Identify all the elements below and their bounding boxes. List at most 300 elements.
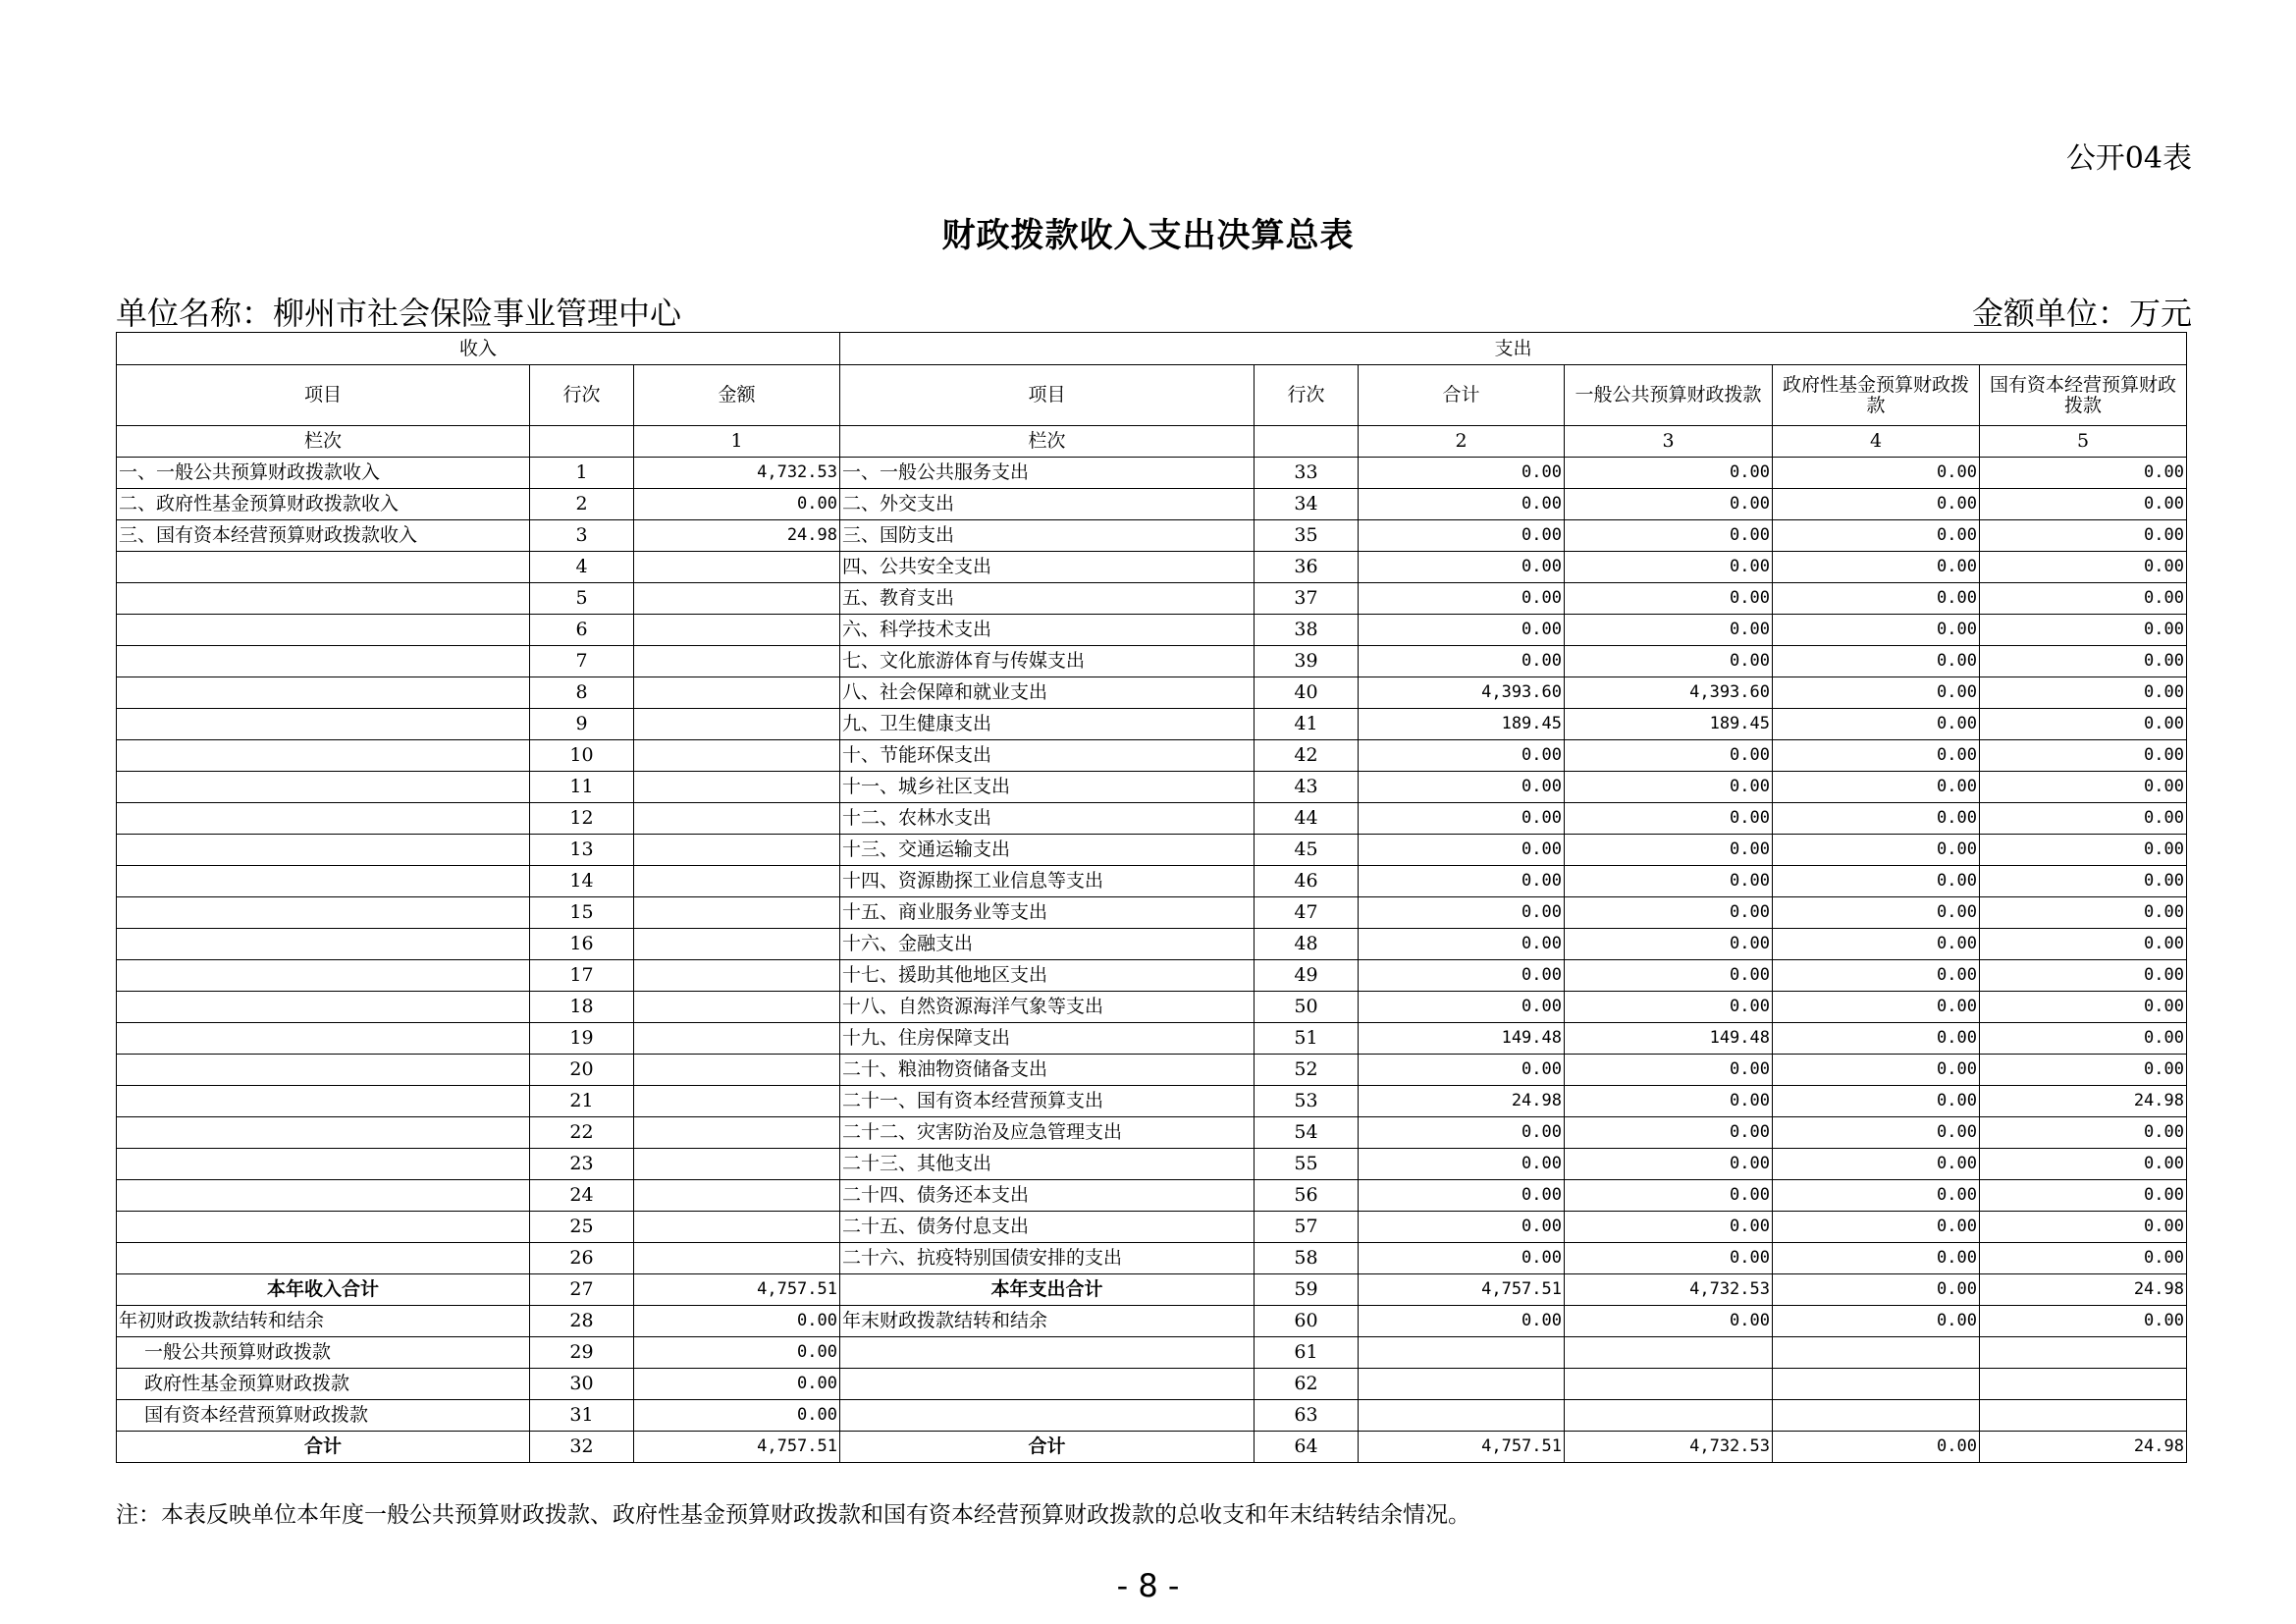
general-budget-amount: 0.00 <box>1565 1243 1773 1274</box>
gov-fund-header: 政府性基金预算财政拨款 <box>1773 365 1980 426</box>
gov-fund-amount: 0.00 <box>1773 835 1980 866</box>
income-row-no: 15 <box>530 897 634 929</box>
state-capital-amount: 24.98 <box>1980 1432 2187 1463</box>
expense-total: 0.00 <box>1359 1306 1565 1337</box>
expense-total <box>1359 1337 1565 1369</box>
table-row <box>117 489 2187 520</box>
general-budget-amount <box>1565 1369 1773 1400</box>
income-item: 一、一般公共预算财政拨款收入 <box>117 458 530 489</box>
expense-row-no: 60 <box>1255 1306 1359 1337</box>
expense-total: 24.98 <box>1359 1086 1565 1117</box>
expense-total: 149.48 <box>1359 1023 1565 1055</box>
income-amount: 0.00 <box>634 489 840 520</box>
expense-total <box>1359 1369 1565 1400</box>
gov-fund-amount: 0.00 <box>1773 1180 1980 1212</box>
expense-total: 4,757.51 <box>1359 1432 1565 1463</box>
column-number-4: 4 <box>1773 426 1980 458</box>
income-row-no: 3 <box>530 520 634 552</box>
gov-fund-amount: 0.00 <box>1773 583 1980 615</box>
gov-fund-amount: 0.00 <box>1773 1023 1980 1055</box>
state-capital-amount <box>1980 1400 2187 1432</box>
gov-fund-amount: 0.00 <box>1773 960 1980 992</box>
expense-total: 0.00 <box>1359 520 1565 552</box>
table-row <box>117 772 2187 803</box>
column-label-income: 栏次 <box>117 426 530 458</box>
table-row <box>117 583 2187 615</box>
income-header: 收入 <box>117 333 840 365</box>
income-row-no: 14 <box>530 866 634 897</box>
gov-fund-amount: 0.00 <box>1773 520 1980 552</box>
expense-total: 189.45 <box>1359 709 1565 740</box>
gov-fund-amount: 0.00 <box>1773 489 1980 520</box>
expense-row-no: 35 <box>1255 520 1359 552</box>
column-label-empty <box>1255 426 1359 458</box>
income-item <box>117 1086 530 1117</box>
expense-item: 十四、资源勘探工业信息等支出 <box>840 866 1255 897</box>
column-number-1: 1 <box>634 426 840 458</box>
expense-item: 年末财政拨款结转和结余 <box>840 1306 1255 1337</box>
state-capital-amount: 0.00 <box>1980 552 2187 583</box>
expense-item: 二十四、债务还本支出 <box>840 1180 1255 1212</box>
expense-row-no: 62 <box>1255 1369 1359 1400</box>
income-item: 年初财政拨款结转和结余 <box>117 1306 530 1337</box>
table-row <box>117 1055 2187 1086</box>
general-budget-amount: 0.00 <box>1565 1086 1773 1117</box>
general-budget-amount: 0.00 <box>1565 803 1773 835</box>
column-label-expense: 栏次 <box>840 426 1255 458</box>
income-item <box>117 709 530 740</box>
expense-total: 0.00 <box>1359 866 1565 897</box>
general-budget-amount: 0.00 <box>1565 866 1773 897</box>
income-row-no: 29 <box>530 1337 634 1369</box>
state-capital-header: 国有资本经营预算财政拨款 <box>1980 365 2187 426</box>
income-amount <box>634 1117 840 1149</box>
table-row <box>117 929 2187 960</box>
gov-fund-amount: 0.00 <box>1773 709 1980 740</box>
general-budget-amount: 0.00 <box>1565 489 1773 520</box>
income-amount: 4,757.51 <box>634 1274 840 1306</box>
gov-fund-amount <box>1773 1369 1980 1400</box>
income-row-no: 12 <box>530 803 634 835</box>
gov-fund-amount: 0.00 <box>1773 1306 1980 1337</box>
income-item-header: 项目 <box>117 365 530 426</box>
general-budget-amount: 189.45 <box>1565 709 1773 740</box>
income-item <box>117 929 530 960</box>
footnote: 注：本表反映单位本年度一般公共预算财政拨款、政府性基金预算财政拨款和国有资本经营预算财政拨款的总收支和年末结转结余情况。 <box>116 1502 1470 1528</box>
expense-total: 0.00 <box>1359 960 1565 992</box>
income-row-no: 17 <box>530 960 634 992</box>
general-budget-amount: 4,732.53 <box>1565 1274 1773 1306</box>
expense-row-no: 36 <box>1255 552 1359 583</box>
expense-item <box>840 1369 1255 1400</box>
expense-item: 十七、援助其他地区支出 <box>840 960 1255 992</box>
expense-total: 0.00 <box>1359 1117 1565 1149</box>
income-amount <box>634 772 840 803</box>
expense-item: 合计 <box>840 1432 1255 1463</box>
income-item: 国有资本经营预算财政拨款 <box>117 1400 530 1432</box>
general-budget-amount: 0.00 <box>1565 929 1773 960</box>
balance-row <box>117 1400 2187 1432</box>
state-capital-amount: 0.00 <box>1980 1023 2187 1055</box>
expense-total: 0.00 <box>1359 897 1565 929</box>
budget-table <box>116 332 2187 1463</box>
income-amount-header: 金额 <box>634 365 840 426</box>
income-amount <box>634 583 840 615</box>
state-capital-amount: 0.00 <box>1980 740 2187 772</box>
income-item <box>117 1149 530 1180</box>
table-row <box>117 866 2187 897</box>
expense-row-no: 54 <box>1255 1117 1359 1149</box>
general-budget-amount: 0.00 <box>1565 897 1773 929</box>
gov-fund-amount: 0.00 <box>1773 615 1980 646</box>
gov-fund-amount: 0.00 <box>1773 803 1980 835</box>
income-amount <box>634 960 840 992</box>
gov-fund-amount: 0.00 <box>1773 1086 1980 1117</box>
income-amount <box>634 1149 840 1180</box>
general-budget-amount: 0.00 <box>1565 1117 1773 1149</box>
state-capital-amount: 0.00 <box>1980 1243 2187 1274</box>
table-row <box>117 520 2187 552</box>
income-item: 本年收入合计 <box>117 1274 530 1306</box>
income-item: 一般公共预算财政拨款 <box>117 1337 530 1369</box>
expense-item: 二十三、其他支出 <box>840 1149 1255 1180</box>
income-amount: 4,757.51 <box>634 1432 840 1463</box>
income-row-no: 20 <box>530 1055 634 1086</box>
expense-item-header: 项目 <box>840 365 1255 426</box>
table-row <box>117 1149 2187 1180</box>
income-row-no: 21 <box>530 1086 634 1117</box>
income-item: 政府性基金预算财政拨款 <box>117 1369 530 1400</box>
expense-item <box>840 1400 1255 1432</box>
general-budget-amount: 4,732.53 <box>1565 1432 1773 1463</box>
expense-total: 0.00 <box>1359 992 1565 1023</box>
expense-row-no: 55 <box>1255 1149 1359 1180</box>
expense-row-no: 50 <box>1255 992 1359 1023</box>
expense-total: 0.00 <box>1359 615 1565 646</box>
expense-item: 三、国防支出 <box>840 520 1255 552</box>
state-capital-amount: 0.00 <box>1980 1117 2187 1149</box>
general-budget-amount: 0.00 <box>1565 960 1773 992</box>
expense-total: 0.00 <box>1359 646 1565 677</box>
expense-total: 0.00 <box>1359 583 1565 615</box>
income-item <box>117 803 530 835</box>
expense-total: 0.00 <box>1359 1055 1565 1086</box>
table-row <box>117 1180 2187 1212</box>
state-capital-amount: 0.00 <box>1980 835 2187 866</box>
table-row <box>117 458 2187 489</box>
state-capital-amount: 0.00 <box>1980 583 2187 615</box>
general-budget-amount: 0.00 <box>1565 1306 1773 1337</box>
expense-item: 二十五、债务付息支出 <box>840 1212 1255 1243</box>
expense-row-no: 38 <box>1255 615 1359 646</box>
gov-fund-amount: 0.00 <box>1773 677 1980 709</box>
income-amount: 24.98 <box>634 520 840 552</box>
gov-fund-amount: 0.00 <box>1773 458 1980 489</box>
income-item <box>117 960 530 992</box>
general-budget-amount: 0.00 <box>1565 992 1773 1023</box>
income-amount <box>634 992 840 1023</box>
income-item <box>117 677 530 709</box>
expense-row-no: 56 <box>1255 1180 1359 1212</box>
table-row <box>117 1086 2187 1117</box>
expense-row-no: 46 <box>1255 866 1359 897</box>
state-capital-amount: 0.00 <box>1980 992 2187 1023</box>
amount-unit: 金额单位：万元 <box>1971 295 2192 332</box>
income-item <box>117 835 530 866</box>
income-item: 合计 <box>117 1432 530 1463</box>
general-budget-amount: 0.00 <box>1565 1180 1773 1212</box>
income-row-no: 32 <box>530 1432 634 1463</box>
expense-total: 0.00 <box>1359 803 1565 835</box>
table-row <box>117 1212 2187 1243</box>
expense-row-no: 41 <box>1255 709 1359 740</box>
general-budget-amount: 0.00 <box>1565 583 1773 615</box>
table-row <box>117 709 2187 740</box>
table-row <box>117 1243 2187 1274</box>
table-row <box>117 1023 2187 1055</box>
expense-item <box>840 1337 1255 1369</box>
balance-row <box>117 1306 2187 1337</box>
income-row-no: 5 <box>530 583 634 615</box>
general-budget-amount: 0.00 <box>1565 520 1773 552</box>
gov-fund-amount: 0.00 <box>1773 897 1980 929</box>
income-row-no: 8 <box>530 677 634 709</box>
page-title: 财政拨款收入支出决算总表 <box>941 216 1355 255</box>
expense-total: 4,393.60 <box>1359 677 1565 709</box>
expense-row-no: 57 <box>1255 1212 1359 1243</box>
table-row <box>117 1117 2187 1149</box>
income-amount <box>634 835 840 866</box>
expense-row-no: 48 <box>1255 929 1359 960</box>
state-capital-amount: 0.00 <box>1980 520 2187 552</box>
expense-item: 十九、住房保障支出 <box>840 1023 1255 1055</box>
general-budget-amount: 0.00 <box>1565 1055 1773 1086</box>
table-row <box>117 992 2187 1023</box>
expense-item: 一、一般公共服务支出 <box>840 458 1255 489</box>
gov-fund-amount: 0.00 <box>1773 1055 1980 1086</box>
expense-item: 八、社会保障和就业支出 <box>840 677 1255 709</box>
general-budget-amount: 0.00 <box>1565 835 1773 866</box>
column-number-5: 5 <box>1980 426 2187 458</box>
expense-item: 六、科学技术支出 <box>840 615 1255 646</box>
expense-row-no: 34 <box>1255 489 1359 520</box>
income-row-no: 13 <box>530 835 634 866</box>
expense-item: 二、外交支出 <box>840 489 1255 520</box>
income-amount: 0.00 <box>634 1306 840 1337</box>
income-row-no: 24 <box>530 1180 634 1212</box>
state-capital-amount: 0.00 <box>1980 866 2187 897</box>
income-amount <box>634 677 840 709</box>
expense-row-no: 43 <box>1255 772 1359 803</box>
expense-item: 七、文化旅游体育与传媒支出 <box>840 646 1255 677</box>
state-capital-amount: 0.00 <box>1980 1180 2187 1212</box>
table-row <box>117 897 2187 929</box>
expense-item: 十六、金融支出 <box>840 929 1255 960</box>
expense-total <box>1359 1400 1565 1432</box>
year-total-row <box>117 1274 2187 1306</box>
expense-item: 五、教育支出 <box>840 583 1255 615</box>
expense-row-no: 64 <box>1255 1432 1359 1463</box>
income-amount <box>634 866 840 897</box>
state-capital-amount: 0.00 <box>1980 489 2187 520</box>
expense-total: 0.00 <box>1359 1212 1565 1243</box>
income-amount <box>634 552 840 583</box>
income-item <box>117 866 530 897</box>
grand-total-row <box>117 1432 2187 1463</box>
income-row-no: 10 <box>530 740 634 772</box>
balance-row <box>117 1369 2187 1400</box>
expense-row-no: 44 <box>1255 803 1359 835</box>
general-budget-amount: 0.00 <box>1565 552 1773 583</box>
general-budget-amount: 0.00 <box>1565 615 1773 646</box>
gov-fund-amount: 0.00 <box>1773 1432 1980 1463</box>
income-amount <box>634 646 840 677</box>
table-row <box>117 646 2187 677</box>
income-row-no: 1 <box>530 458 634 489</box>
general-budget-amount: 149.48 <box>1565 1023 1773 1055</box>
expense-item: 十三、交通运输支出 <box>840 835 1255 866</box>
expense-total-header: 合计 <box>1359 365 1565 426</box>
general-budget-amount: 0.00 <box>1565 740 1773 772</box>
income-item <box>117 1055 530 1086</box>
expense-total: 0.00 <box>1359 740 1565 772</box>
expense-item: 十五、商业服务业等支出 <box>840 897 1255 929</box>
state-capital-amount: 0.00 <box>1980 803 2187 835</box>
state-capital-amount: 24.98 <box>1980 1086 2187 1117</box>
table-row <box>117 677 2187 709</box>
income-row-no: 18 <box>530 992 634 1023</box>
income-amount: 0.00 <box>634 1337 840 1369</box>
expense-row-no: 40 <box>1255 677 1359 709</box>
state-capital-amount: 24.98 <box>1980 1274 2187 1306</box>
gov-fund-amount: 0.00 <box>1773 1274 1980 1306</box>
income-amount <box>634 615 840 646</box>
gov-fund-amount <box>1773 1337 1980 1369</box>
balance-row <box>117 1337 2187 1369</box>
income-amount <box>634 897 840 929</box>
expense-total: 0.00 <box>1359 835 1565 866</box>
table-row <box>117 740 2187 772</box>
income-amount <box>634 929 840 960</box>
income-amount <box>634 709 840 740</box>
gov-fund-amount: 0.00 <box>1773 552 1980 583</box>
expense-item: 十二、农林水支出 <box>840 803 1255 835</box>
table-row <box>117 552 2187 583</box>
income-item <box>117 615 530 646</box>
state-capital-amount: 0.00 <box>1980 1306 2187 1337</box>
expense-total: 0.00 <box>1359 489 1565 520</box>
expense-row-no: 63 <box>1255 1400 1359 1432</box>
income-amount <box>634 1055 840 1086</box>
income-row-no-header: 行次 <box>530 365 634 426</box>
state-capital-amount <box>1980 1337 2187 1369</box>
expense-total: 4,757.51 <box>1359 1274 1565 1306</box>
state-capital-amount: 0.00 <box>1980 772 2187 803</box>
income-item <box>117 772 530 803</box>
general-budget-amount: 0.00 <box>1565 1149 1773 1180</box>
income-row-no: 28 <box>530 1306 634 1337</box>
income-amount <box>634 1086 840 1117</box>
expense-row-no: 33 <box>1255 458 1359 489</box>
expense-header: 支出 <box>840 333 2187 365</box>
gov-fund-amount: 0.00 <box>1773 772 1980 803</box>
income-item <box>117 740 530 772</box>
income-row-no: 4 <box>530 552 634 583</box>
income-item <box>117 897 530 929</box>
income-row-no: 26 <box>530 1243 634 1274</box>
expense-row-no: 37 <box>1255 583 1359 615</box>
page-number: - 8 - <box>1116 1567 1180 1604</box>
expense-item: 二十六、抗疫特别国债安排的支出 <box>840 1243 1255 1274</box>
expense-row-no: 59 <box>1255 1274 1359 1306</box>
column-label-empty <box>530 426 634 458</box>
gov-fund-amount: 0.00 <box>1773 992 1980 1023</box>
expense-row-no: 45 <box>1255 835 1359 866</box>
state-capital-amount: 0.00 <box>1980 1149 2187 1180</box>
expense-item: 十八、自然资源海洋气象等支出 <box>840 992 1255 1023</box>
expense-row-no: 42 <box>1255 740 1359 772</box>
expense-row-no: 58 <box>1255 1243 1359 1274</box>
expense-item: 十、节能环保支出 <box>840 740 1255 772</box>
income-item <box>117 1212 530 1243</box>
table-row <box>117 615 2187 646</box>
income-item <box>117 552 530 583</box>
expense-item: 本年支出合计 <box>840 1274 1255 1306</box>
income-row-no: 22 <box>530 1117 634 1149</box>
state-capital-amount: 0.00 <box>1980 646 2187 677</box>
income-amount <box>634 803 840 835</box>
expense-total: 0.00 <box>1359 772 1565 803</box>
expense-row-no: 53 <box>1255 1086 1359 1117</box>
income-row-no: 16 <box>530 929 634 960</box>
expense-total: 0.00 <box>1359 552 1565 583</box>
income-item <box>117 1180 530 1212</box>
expense-row-no-header: 行次 <box>1255 365 1359 426</box>
income-row-no: 9 <box>530 709 634 740</box>
general-budget-amount: 0.00 <box>1565 458 1773 489</box>
income-amount <box>634 1023 840 1055</box>
general-budget-amount <box>1565 1337 1773 1369</box>
income-row-no: 11 <box>530 772 634 803</box>
income-row-no: 23 <box>530 1149 634 1180</box>
expense-row-no: 61 <box>1255 1337 1359 1369</box>
state-capital-amount: 0.00 <box>1980 897 2187 929</box>
gov-fund-amount: 0.00 <box>1773 1212 1980 1243</box>
income-item <box>117 992 530 1023</box>
state-capital-amount: 0.00 <box>1980 709 2187 740</box>
income-item <box>117 1023 530 1055</box>
general-budget-amount: 4,393.60 <box>1565 677 1773 709</box>
income-row-no: 25 <box>530 1212 634 1243</box>
state-capital-amount: 0.00 <box>1980 677 2187 709</box>
gov-fund-amount: 0.00 <box>1773 1243 1980 1274</box>
column-number-2: 2 <box>1359 426 1565 458</box>
gov-fund-amount: 0.00 <box>1773 1149 1980 1180</box>
gov-fund-amount <box>1773 1400 1980 1432</box>
income-item <box>117 646 530 677</box>
income-row-no: 6 <box>530 615 634 646</box>
expense-item: 二十一、国有资本经营预算支出 <box>840 1086 1255 1117</box>
expense-total: 0.00 <box>1359 1243 1565 1274</box>
state-capital-amount: 0.00 <box>1980 960 2187 992</box>
unit-name: 单位名称：柳州市社会保险事业管理中心 <box>116 295 682 332</box>
table-row <box>117 835 2187 866</box>
income-item: 三、国有资本经营预算财政拨款收入 <box>117 520 530 552</box>
general-budget-amount: 0.00 <box>1565 1212 1773 1243</box>
general-budget-amount <box>1565 1400 1773 1432</box>
table-row <box>117 960 2187 992</box>
expense-item: 十一、城乡社区支出 <box>840 772 1255 803</box>
